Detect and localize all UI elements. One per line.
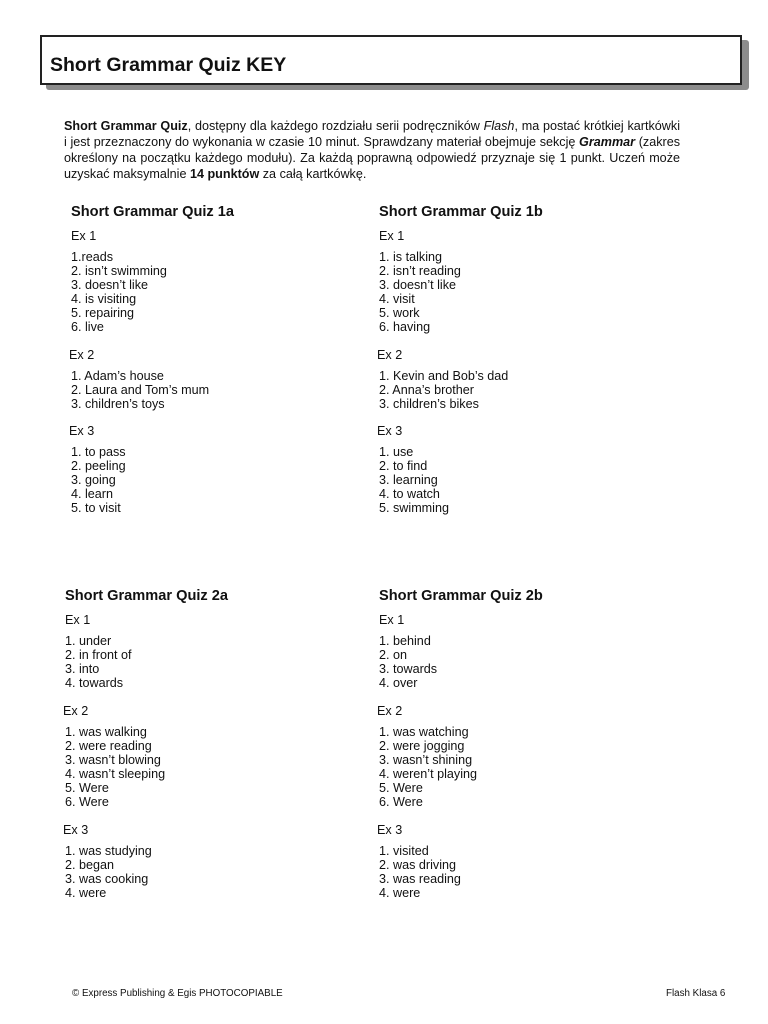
answer-item: 2. peeling [71,459,126,473]
quiz-2b-title: Short Grammar Quiz 2b [379,588,543,604]
answer-item: 4. wasn’t sleeping [65,767,166,781]
answer-item: 4. were [379,886,421,900]
answer-item: 4. to watch [379,487,440,501]
quiz-1b-ex1-answers [379,250,461,334]
answer-item: 1. Kevin and Bob’s dad [379,369,509,383]
quiz-2a-ex1-answers [65,634,132,690]
quiz-1b-ex3-answers [379,445,449,515]
footer-book-title: Flash Klasa 6 [666,988,726,999]
answer-item: 3. learning [379,473,438,487]
answer-item: 1. visited [379,844,429,858]
quiz-1a-title: Short Grammar Quiz 1a [71,204,235,220]
answer-item: 3. towards [379,662,438,676]
answer-item: 3. doesn’t like [71,278,149,292]
answer-item: 1. Adam’s house [71,369,164,383]
answer-item: 4. towards [65,676,124,690]
answer-item: 4. were [65,886,107,900]
quiz-1a-ex3-answers [71,445,126,515]
answer-item: 5. work [379,306,420,320]
answer-item: 2. isn’t reading [379,264,461,278]
answer-item: 5. to visit [71,501,121,515]
answer-item: 4. weren’t playing [379,767,478,781]
answer-item: 3. children’s bikes [379,397,479,411]
answer-item: 2. were jogging [379,739,465,753]
answer-item: 2. began [65,858,115,872]
answer-item: 1. is talking [379,250,442,264]
answer-item: 3. doesn’t like [379,278,457,292]
answer-item: 4. over [379,676,418,690]
intro-text-3: (zakres określony na początku każdego modułu). Za każdą poprawną odpowiedź przyznaje się 1 punkt. Uczeń może uzyskać maksymalnie [64,135,680,181]
quiz-1b-ex3-label: Ex 3 [377,424,403,438]
quiz-1b-title: Short Grammar Quiz 1b [379,204,543,220]
answer-item: 3. wasn’t blowing [65,753,161,767]
answer-item: 3. into [65,662,100,676]
quiz-2b-ex1-label: Ex 1 [379,613,405,627]
intro-text-2: , ma postać krótkiej kartkówki i jest przeznaczony do wykonania w czasie 10 minut. Sprawdzany materiał obejmuje sekcję [64,119,680,149]
quiz-1a-ex2-answers [71,369,209,411]
intro-paragraph [64,118,680,182]
answer-item: 1. use [379,445,414,459]
quiz-1a-ex3-label: Ex 3 [69,424,95,438]
answer-item: 2. isn’t swimming [71,264,167,278]
answer-item: 2. on [379,648,408,662]
answer-item: 4. visit [379,292,415,306]
answer-item: 2. Laura and Tom’s mum [71,383,210,397]
intro-grammar: Grammar [579,135,636,149]
answer-item: 2. Anna’s brother [379,383,474,397]
quiz-1a-ex1-label: Ex 1 [71,229,97,243]
quiz-1a-ex2-label: Ex 2 [69,348,95,362]
quiz-2b-ex3-label: Ex 3 [377,823,403,837]
quiz-1b-ex1-label: Ex 1 [379,229,405,243]
quiz-1a-ex1-answers [71,250,167,334]
answer-item: 1. was walking [65,725,147,739]
answer-item: 3. going [71,473,116,487]
quiz-2b-ex2-answers [379,725,477,809]
quiz-2a-ex3-label: Ex 3 [63,823,89,837]
answer-item: 2. in front of [65,648,132,662]
quiz-1b-ex2-label: Ex 2 [377,348,403,362]
quiz-2a-ex2-label: Ex 2 [63,704,89,718]
intro-bold-lead: Short Grammar Quiz [64,119,188,133]
answer-item: 2. were reading [65,739,152,753]
answer-item: 1. behind [379,634,431,648]
answer-item: 5. Were [65,781,109,795]
page-title: Short Grammar Quiz KEY [50,54,287,76]
answer-item: 2. was driving [379,858,456,872]
answer-item: 5. Were [379,781,423,795]
answer-item: 4. is visiting [71,292,137,306]
answer-item: 6. Were [65,795,109,809]
answer-item: 6. Were [379,795,423,809]
answer-item: 6. live [71,320,104,334]
answer-item: 2. to find [379,459,428,473]
answer-item: 1. was watching [379,725,469,739]
answer-item: 3. children’s toys [71,397,165,411]
footer-copyright: © Express Publishing & Egis PHOTOCOPIABLE [72,988,283,999]
answer-item: 5. repairing [71,306,135,320]
quiz-2b-ex2-label: Ex 2 [377,704,403,718]
intro-flash: Flash [483,119,515,133]
intro-points: 14 punktów [189,167,260,181]
quiz-2a-ex3-answers [65,844,152,900]
quiz-2a-ex1-label: Ex 1 [65,613,91,627]
answer-item: 4. learn [71,487,114,501]
answer-item: 3. wasn’t shining [379,753,473,767]
answer-item: 3. was cooking [65,872,149,886]
answer-item: 1. to pass [71,445,126,459]
quiz-2a-ex2-answers [65,725,165,809]
quiz-2a-title: Short Grammar Quiz 2a [65,588,229,604]
quiz-1b-ex2-answers [379,369,508,411]
answer-item: 3. was reading [379,872,461,886]
answer-item: 1.reads [71,250,114,264]
quiz-2b-ex1-answers [379,634,437,690]
answer-item: 1. under [65,634,112,648]
intro-text-4: za całą kartkówkę. [259,167,367,181]
quiz-2b-ex3-answers [379,844,461,900]
answer-item: 5. swimming [379,501,449,515]
answer-item: 1. was studying [65,844,152,858]
intro-text-1: , dostępny dla każdego rozdziału serii podręczników [187,119,484,133]
answer-item: 6. having [379,320,431,334]
